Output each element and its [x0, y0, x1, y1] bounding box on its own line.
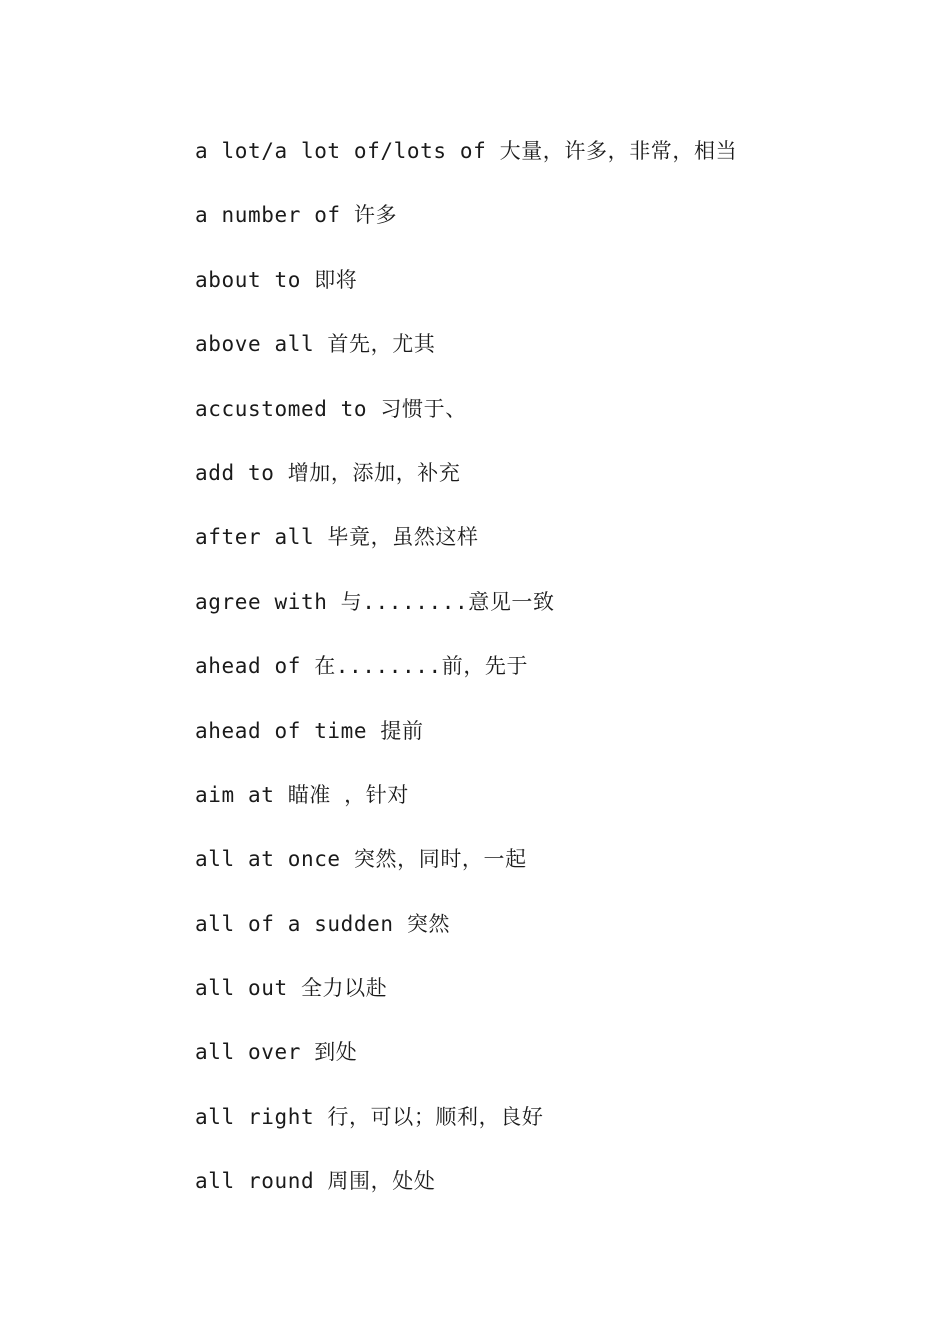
list-item: all over 到处	[195, 1040, 358, 1065]
list-item: all at once 突然，同时，一起	[195, 847, 527, 872]
list-item: after all 毕竟，虽然这样	[195, 525, 479, 550]
list-item: about to 即将	[195, 267, 358, 292]
list-item: aim at 瞄准 ，针对	[195, 782, 409, 807]
list-item: above all 首先，尤其	[195, 332, 436, 357]
list-item: ahead of 在........前，先于	[195, 654, 529, 679]
list-item: add to 增加，添加，补充	[195, 460, 461, 485]
list-item: accustomed to 习惯于、	[195, 396, 467, 421]
list-item: ahead of time 提前	[195, 718, 424, 743]
phrase-list	[195, 132, 737, 1227]
list-item: all right 行，可以；顺利，良好	[195, 1104, 544, 1129]
list-item: agree with 与........意见一致	[195, 589, 555, 614]
list-item: a lot/a lot of/lots of 大量，许多，非常，相当	[195, 139, 738, 163]
list-item: all of a sudden 突然	[195, 911, 451, 936]
list-item: all out 全力以赴	[195, 976, 388, 1001]
list-item: all round 周围，处处	[195, 1169, 436, 1194]
list-item: a number of 许多	[195, 203, 398, 228]
